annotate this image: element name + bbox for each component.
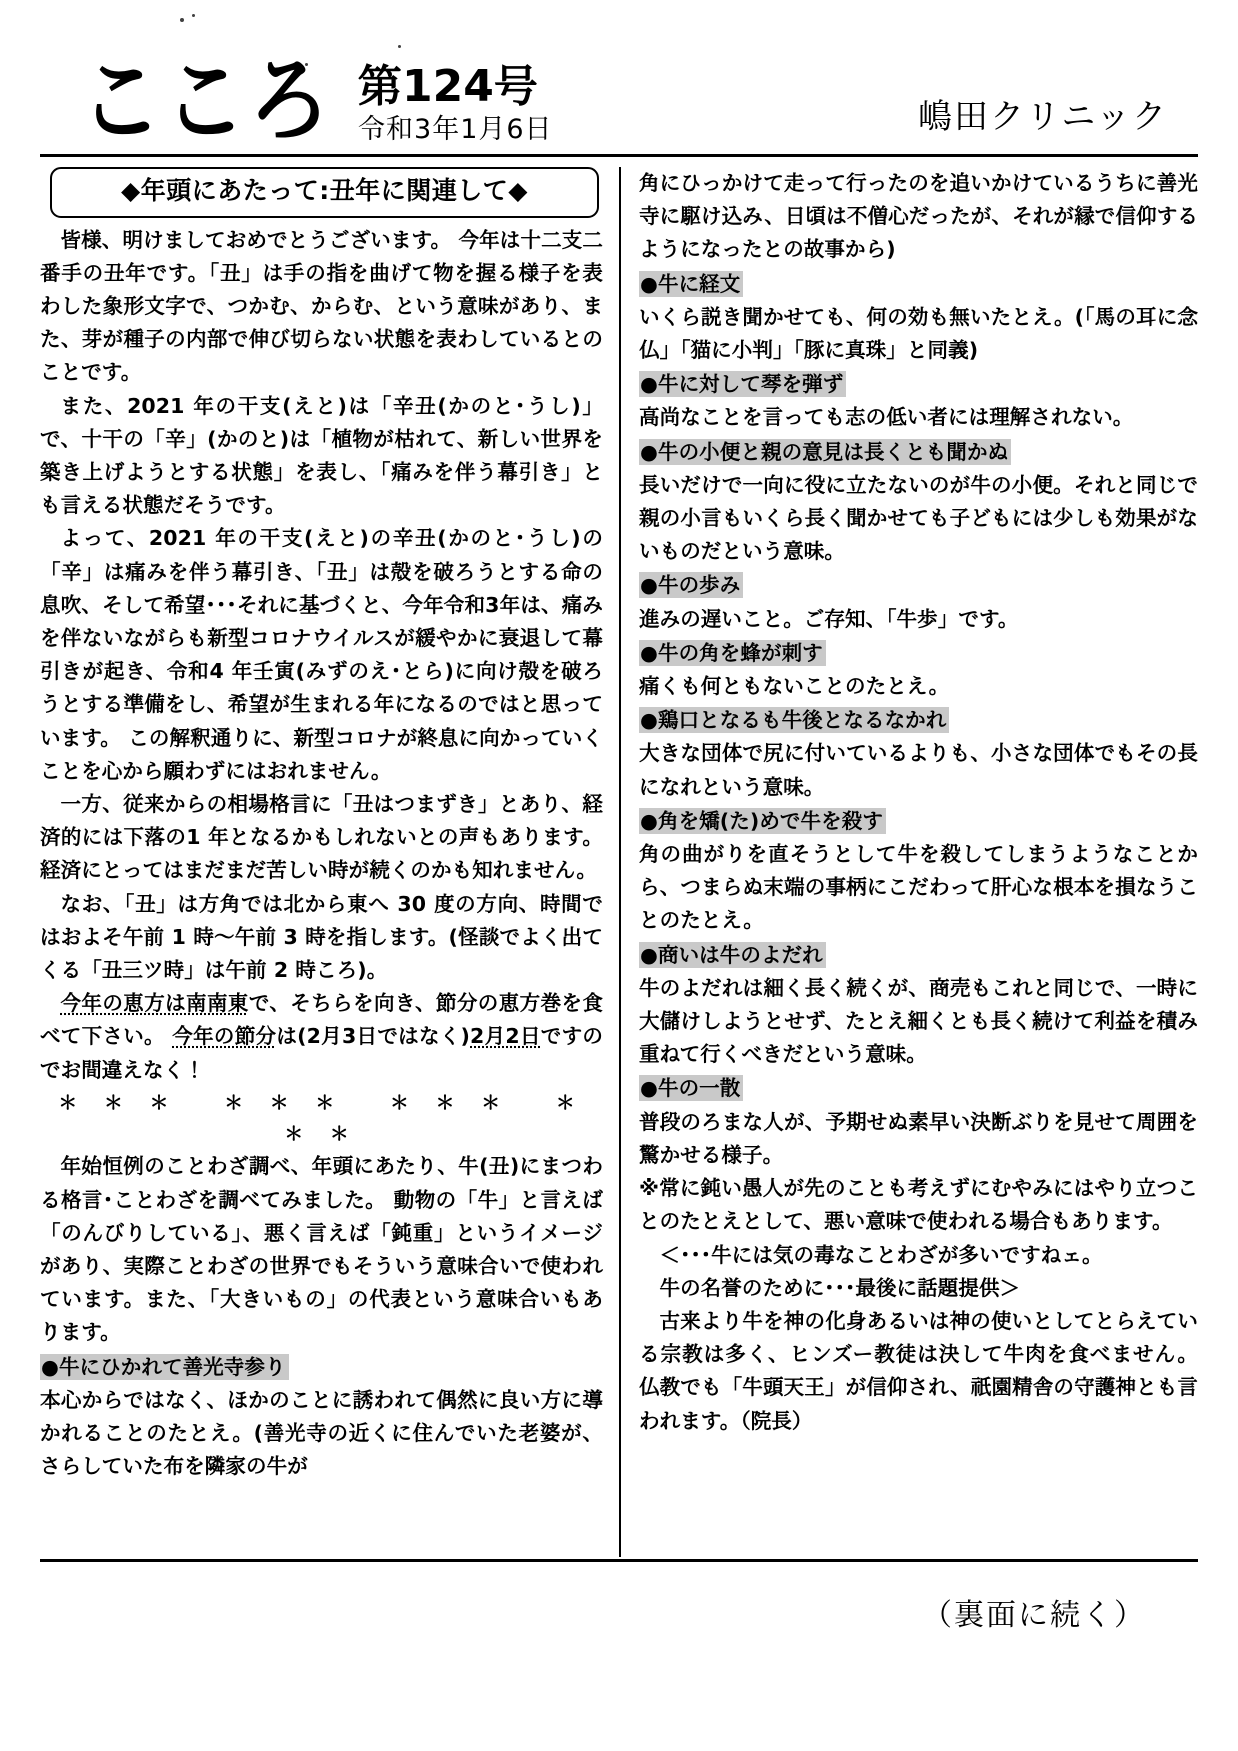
paragraph: 皆様、明けましておめでとうございます。 今年は十二支二番手の丑年です。「丑」は手の指を曲げて物を握る様子を表わした象形文字で、つかむ、からむ、という意味があり、また、芽が種子の内部で伸び切らない状態を表わしているとのことです。 — [40, 227, 603, 385]
setsubun-tail-b: ですのでお間違えなく！ — [40, 1024, 603, 1082]
proverb-heading: ●牛の歩み — [639, 569, 1198, 602]
setsubun-tail-a: は(2月3日ではなく) — [276, 1024, 471, 1049]
paragraph: なお、「丑」は方角では北から東へ 30 度の方向、時間ではおよそ午前 1 時～午前 3 時を指します。(怪談でよく出てくる「丑三ツ時」は午前 2 時ころ)。 — [40, 891, 603, 982]
proverb-heading: ●角を矯(た)めで牛を殺す — [639, 805, 1198, 838]
proverb-heading: ●牛の一散 — [639, 1072, 1198, 1105]
proverb-body: 牛のよだれは細く長く続くが、商売もこれと同じで、一時に大儲けしようとせず、たとえ細くとも長く続けて利益を積み重ねて行くべきだという意味。 — [639, 975, 1198, 1067]
right-column — [619, 167, 1198, 1557]
paragraph: よって、2021 年の干支(えと)の辛丑(かのと･うし)の「辛」は痛みを伴う幕引き、「丑」は殻を破ろうとする命の息吹、そして希望･･･それに基づくと、今年令和3年は、痛みを伴ないながらも新型コロナウイルスが緩やかに衰退して幕引きが起き、令和4 年壬寅(みずのえ･とら)に向け殻を破ろうとする準備をし、希望が生まれる年になるのではと思っています。 この解釈通りに、新型コロナが終息に向かっていくことを心から願わずにはおれません。 — [40, 526, 603, 783]
proverb-heading: ●牛にひかれて善光寺参り — [40, 1351, 603, 1384]
footer-note: （裏面に続く） — [922, 1598, 1146, 1633]
paragraph: 一方、従来からの相場格言に「丑はつまずき」とあり、経済的には下落の1 年となるかもしれないとの声もあります。 経済にとってはまだまだ苦しい時が続くのかも知れません。 — [40, 791, 603, 883]
body-columns — [40, 157, 1198, 1557]
proverb-body: 大きな団体で尻に付いているよりも、小さな団体でもその長になれという意味。 — [639, 741, 1198, 799]
continuation-paragraph: 角にひっかけて走って行ったのを追いかけているうちに善光寺に駆け込み、日頃は不僧心だったが、それが縁で信仰するようになったとの故事から) — [639, 171, 1198, 262]
paragraph: 年始恒例のことわざ調べ、年頭にあたり、牛(丑)にまつわる格言･ことわざを調べてみました。 動物の「牛」と言えば「のんびりしている」、悪く言えば「鈍重」というイメージがあり、実際ことわざの世界でもそういう意味合いで使われています。また、「大きいもの」の代表という意味合いもあります。 — [40, 1154, 603, 1345]
clinic-name: 嶋田クリニック — [918, 97, 1168, 137]
proverb-note: ※常に鈍い愚人が先のことも考えずにむやみにはやり立つことのたとえとして、悪い意味で使われる場合もあります。 — [639, 1176, 1198, 1234]
issue-number: 第124号 — [358, 61, 538, 113]
masthead — [0, 0, 1238, 155]
proverb-body: 痛くも何ともないことのたとえ。 — [639, 674, 950, 699]
proverb-heading: ●牛に対して琴を弾ず — [639, 368, 1198, 401]
left-column — [40, 167, 619, 1557]
closing-body: 古来より牛を神の化身あるいは神の使いとしてとらえている宗教は多く、ヒンズー教徒は決して牛肉を食べません。 仏教でも「牛頭天王」が信仰され、祇園精舎の守護神とも言われます。（院長） — [639, 1308, 1198, 1433]
proverb-heading: ●牛の小便と親の意見は長くとも聞かぬ — [639, 436, 1198, 469]
ehou-paragraph — [40, 987, 603, 1087]
issue-block — [358, 61, 553, 146]
issue-date: 令和3年1月6日 — [358, 113, 553, 145]
proverb-heading: ●商いは牛のよだれ — [639, 939, 1198, 972]
proverb-body: いくら説き聞かせても、何の効も無いたとえ。(「馬の耳に念仏」「猫に小判」「豚に真珠」と同義) — [639, 304, 1198, 363]
closing-line-2: 牛の名誉のために･･･最後に話題提供＞ — [659, 1275, 1021, 1300]
proverb-body: 高尚なことを言っても志の低い者には理解されない。 — [639, 405, 1134, 430]
proverb-body: 進みの遅いこと。ご存知、「牛歩」です。 — [639, 606, 1019, 631]
setsubun-label: 今年の節分 — [172, 1024, 277, 1049]
star-divider: ＊ ＊ ＊ ＊ ＊ ＊ ＊ ＊ ＊ ＊ ＊ ＊ — [58, 1091, 585, 1145]
proverb-body: 長いだけで一向に役に立たないのが牛の小便。それと同じで親の小言もいくら長く聞かせても子どもには少しも効果がないものだという意味。 — [639, 472, 1198, 564]
proverb-body: 角の曲がりを直そうとして牛を殺してしまうようなことから、つまらぬ末端の事柄にこだわって肝心な根本を損なうことのたとえ。 — [639, 842, 1198, 933]
proverb-body: 普段のろまな人が、予期せぬ素早い決断ぶりを見せて周囲を驚かせる様子。 — [639, 1109, 1198, 1167]
paragraph: また、2021 年の干支(えと)は「辛丑(かのと･うし)」で、十干の「辛」(かのと)は「植物が枯れて、新しい世界を築き上げようとする状態」を表し、「痛みを伴う幕引き」とも言える状態だそうです。 — [40, 393, 603, 518]
ehou-mid: で、そちらを向き、節分の恵方巻を食べて下さい。 — [40, 991, 603, 1049]
closing-line-1: ＜･･･牛には気の毒なことわざが多いですねェ。 — [659, 1242, 1103, 1267]
proverb-heading: ●牛に経文 — [639, 268, 1198, 301]
setsubun-date: 2月2日 — [470, 1024, 541, 1049]
newsletter-logo-title: こころ — [80, 48, 333, 155]
proverb-heading: ●鶏口となるも牛後となるなかれ — [639, 704, 1198, 737]
ehou-direction: 今年の恵方は南南東 — [60, 991, 249, 1016]
proverb-body: 本心からではなく、ほかのことに誘われて偶然に良い方に導かれることのたとえ。(善光寺の近くに住んでいた老婆が、さらしていた布を隣家の牛が — [40, 1387, 603, 1479]
proverb-heading: ●牛の角を蜂が刺す — [639, 637, 1198, 670]
section-title: ◆年頭にあたって:丑年に関連して◆ — [50, 167, 599, 218]
